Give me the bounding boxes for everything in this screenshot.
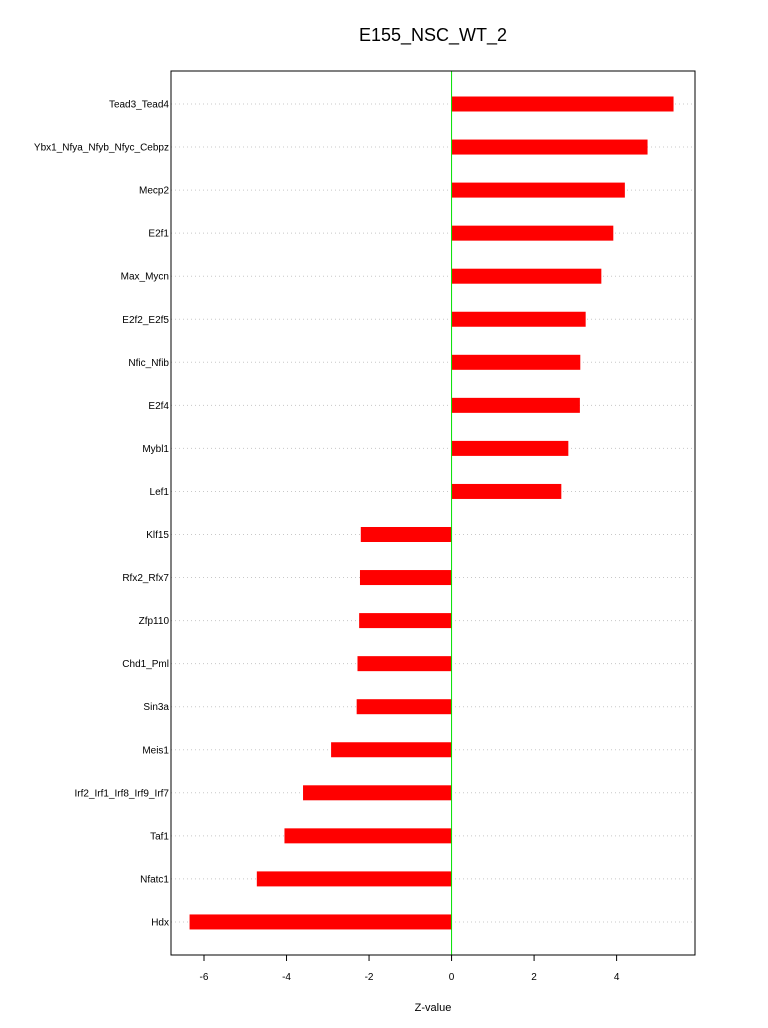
category-label: Mybl1 xyxy=(142,443,169,455)
category-label: Max_Mycn xyxy=(120,271,169,283)
category-label: Klf15 xyxy=(146,530,169,541)
bar-lef1 xyxy=(452,484,562,499)
x-tick-label: -2 xyxy=(364,972,374,983)
bar-e2f2_e2f5 xyxy=(452,312,586,327)
bar-chd1_pml xyxy=(357,656,451,671)
x-tick-label: 4 xyxy=(613,972,620,983)
bar-tead3_tead4 xyxy=(452,97,674,112)
category-label: E2f4 xyxy=(148,400,169,412)
category-label: Tead3_Tead4 xyxy=(108,99,169,111)
category-label: Meis1 xyxy=(142,745,169,757)
x-axis xyxy=(200,955,620,983)
category-label: Nfic_Nfib xyxy=(128,357,169,369)
x-tick-label: 2 xyxy=(531,972,537,983)
x-axis-label: Z-value xyxy=(414,1002,452,1014)
bar-e2f4 xyxy=(452,398,580,413)
x-tick-label: -4 xyxy=(282,972,291,983)
bar-irf2_irf1_irf8_irf9_irf7 xyxy=(303,785,452,800)
bar-ybx1_nfya_nfyb_nfyc_cebpz xyxy=(452,140,648,155)
bar-rfx2_rfx7 xyxy=(360,570,452,585)
bars xyxy=(190,97,674,930)
plot-frame xyxy=(171,71,695,955)
category-label: Hdx xyxy=(151,917,169,929)
category-label: Lef1 xyxy=(149,486,169,498)
bar-e2f1 xyxy=(452,226,614,241)
bar-nfic_nfib xyxy=(452,355,581,370)
category-label: Sin3a xyxy=(143,702,169,714)
category-labels xyxy=(34,100,170,929)
bar-taf1 xyxy=(284,828,451,843)
category-label: Mecp2 xyxy=(138,185,169,197)
category-label: Irf2_Irf1_Irf8_Irf9_Irf7 xyxy=(74,788,169,800)
category-label: E2f2_E2f5 xyxy=(122,314,169,326)
chart-title: E155_NSC_WT_2 xyxy=(358,25,508,45)
bar-klf15 xyxy=(361,527,452,542)
category-label: Nfatc1 xyxy=(140,874,169,886)
category-label: Ybx1_Nfya_Nfyb_Nfyc_Cebpz xyxy=(33,142,169,154)
category-label: Zfp110 xyxy=(138,616,169,628)
bar-hdx xyxy=(190,914,452,929)
bar-nfatc1 xyxy=(257,871,452,886)
category-label: Rfx2_Rfx7 xyxy=(122,573,169,585)
category-label: Chd1_Pml xyxy=(122,659,169,671)
x-tick-label: -6 xyxy=(199,972,209,983)
bar-sin3a xyxy=(357,699,452,714)
category-label: Taf1 xyxy=(150,831,169,843)
bar-meis1 xyxy=(331,742,451,757)
bar-max_mycn xyxy=(452,269,602,284)
bar-zfp110 xyxy=(359,613,451,628)
x-tick-label: 0 xyxy=(448,972,455,983)
category-label: E2f1 xyxy=(148,228,169,240)
bar-mecp2 xyxy=(452,183,625,198)
bar-mybl1 xyxy=(452,441,569,456)
